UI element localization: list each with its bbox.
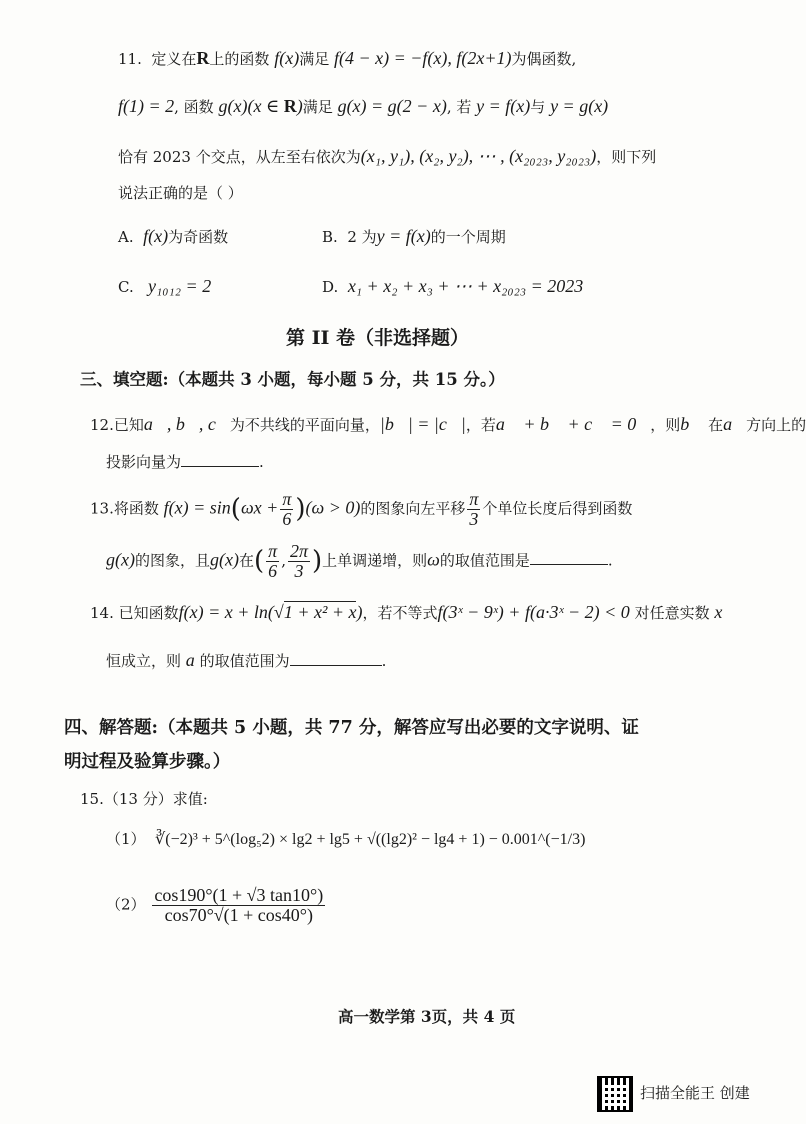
question-number: 15.	[80, 790, 104, 808]
q13-line1: 13.将函数 f(x) = sin(ωx + $\frac{\pi}{6}$ )(ω > 0)的图象向左平移 $\frac{\pi}{3}$ 个单位长度后得到函数	[90, 489, 633, 529]
fraction-pi-6: $\frac{\pi}{6}$	[282, 489, 292, 529]
question-number: 13.	[90, 499, 114, 518]
q11-line3: 恰有 2023 个交点，从左至右依次为(x₁, y₁), (x₂, y₂), ⋯ , (x₂₀₂₃, y₂₀₂₃)，则下列	[118, 146, 657, 166]
section-2-title: 第 II 卷（非选择题）	[286, 327, 470, 349]
q15-part2: （2） $\frac{\cos 190^\circ(1 + √3 \tan 10^\circ)}{\cos 70^\circ√(1 + \cos 40^\circ)}$	[106, 885, 324, 925]
question-number: 11.	[118, 50, 142, 68]
q12-line1: 12.已知a⃗, b⃗, c⃗为不共线的平面向量，|b⃗| = |c⃗|，若a⃗ + b⃗ + c⃗ = 0⃗，则b⃗ 在a⃗方向上的	[90, 414, 806, 434]
option-a: A. f(x)为奇函数	[118, 226, 229, 246]
fraction-q15-2: $\frac{\cos 190^\circ(1 + √3 \tan 10^\circ)}{\cos 70^\circ√(1 + \cos 40^\circ)}$	[154, 885, 324, 925]
option-c: C. y₁₀₁₂ = 2	[118, 276, 212, 296]
part-4-title-line1: 四、解答题:（本题共 5 小题，共 77 分，解答应写出必要的文字说明、证	[64, 718, 639, 738]
part-4-title-line2: 明过程及验算步骤。）	[64, 752, 231, 772]
qr-code-icon	[597, 1076, 633, 1112]
page-footer: 高一数学第 3页，共 4 页	[338, 1007, 516, 1026]
answer-blank[interactable]	[181, 452, 259, 467]
answer-blank[interactable]	[290, 651, 382, 666]
q14-line2: 恒成立，则 a 的取值范围为 .	[106, 650, 387, 670]
answer-blank[interactable]	[530, 550, 608, 565]
q11-line4: 说法正确的是（ ）	[118, 184, 243, 202]
q11-line1: 11. 定义在R上的函数 f(x)满足 f(4 − x) = −f(x), f(2x+1)为偶函数,	[118, 48, 577, 68]
option-b: B. 2 为y = f(x)的一个周期	[322, 226, 506, 246]
q13-line2: g(x)的图象，且g(x)在( $\frac{\pi}{6}$ , $\frac{2\pi}{3}$ )上单调递增，则ω的取值范围是 .	[106, 541, 613, 581]
q15-header: 15.（13 分）求值:	[80, 790, 208, 808]
part-3-title: 三、填空题:（本题共 3 小题，每小题 5 分，共 15 分。）	[80, 370, 505, 389]
q12-line2: 投影向量为 .	[106, 453, 264, 471]
option-d: D. x₁ + x₂ + x₃ + ⋯ + x₂₀₂₃ = 2023	[322, 276, 584, 296]
question-number: 12.	[90, 416, 114, 434]
q14-line1: 14. 已知函数f(x) = x + ln(√1 + x² + x)，若不等式f(3ˣ − 9ˣ) + f(a·3ˣ − 2) < 0 对任意实数 x	[90, 602, 723, 622]
q11-line2: f(1) = 2, 函数 g(x)(x ∈ R)满足 g(x) = g(2 − x), 若 y = f(x)与 y = g(x)	[118, 96, 609, 116]
scanner-watermark: 扫描全能王 创建	[640, 1084, 750, 1102]
q15-part1: （1） ∛(−2)³ + 5^(log₅2) × lg2 + lg5 + √((lg2)² − lg4 + 1) − 0.001^(−1/3)	[106, 830, 586, 848]
fraction-pi-6: $\frac{\pi}{6}$	[268, 541, 278, 581]
fraction-pi-3: $\frac{\pi}{3}$	[469, 489, 479, 529]
fraction-2pi-3: $\frac{2\pi}{3}$	[289, 541, 308, 581]
question-number: 14.	[90, 604, 114, 622]
